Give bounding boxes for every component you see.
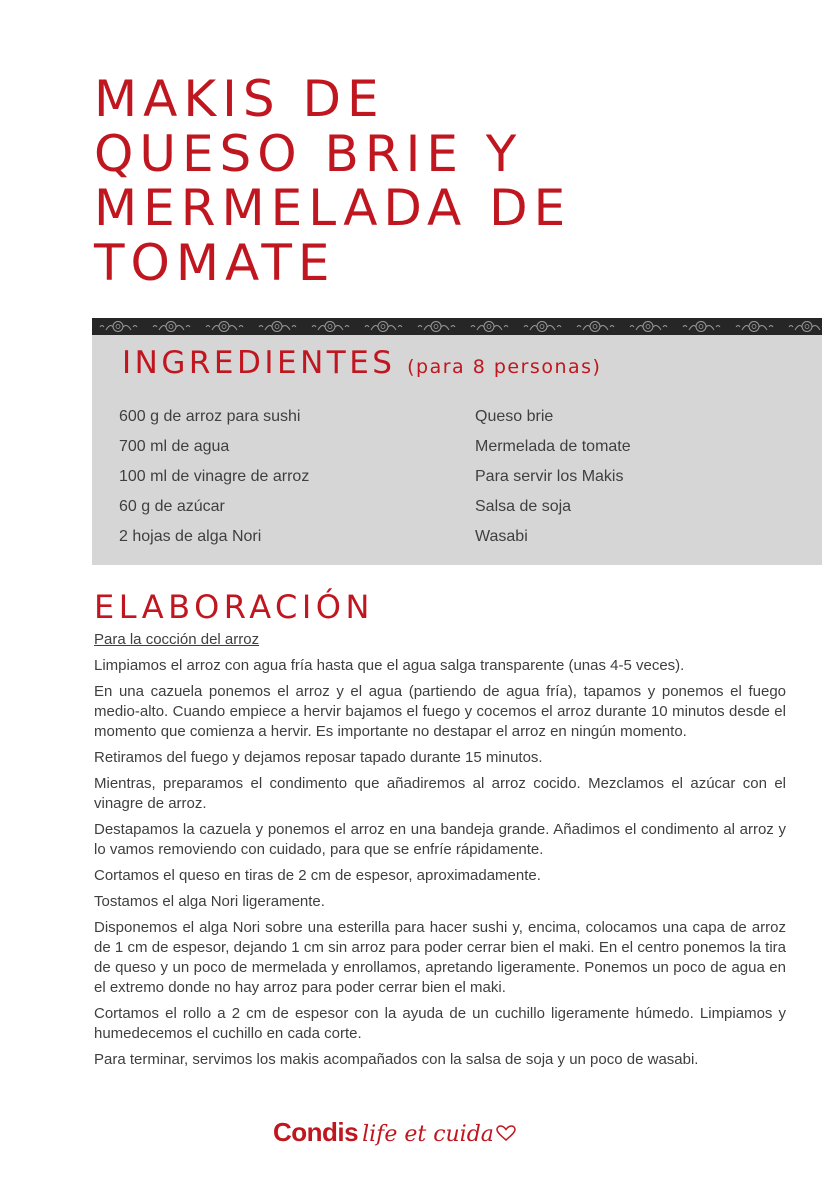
- elaboracion-subheading: Para la cocción del arroz: [94, 631, 260, 648]
- logo-tagline: life et cuida: [362, 1122, 494, 1147]
- flower-ornament-icon: [198, 318, 251, 335]
- logo-brand: Condis: [273, 1117, 359, 1147]
- ingredient-item: Salsa de soja: [475, 498, 572, 515]
- title-line: TOMATE: [94, 233, 336, 292]
- decorative-flower-band: [92, 318, 822, 335]
- flower-ornament-icon: [304, 318, 357, 335]
- condis-logo: [273, 1117, 516, 1148]
- step-paragraph: Tostamos el alga Nori ligeramente.: [94, 893, 325, 910]
- ingredients-list-right: [475, 402, 631, 552]
- ingredient-item: Mermelada de tomate: [475, 438, 631, 455]
- elaboracion-body: [94, 630, 786, 1076]
- flower-ornament-icon: [410, 318, 463, 335]
- ingredient-item: Queso brie: [475, 408, 554, 425]
- heart-icon: [496, 1125, 516, 1141]
- ingredient-item: Wasabi: [475, 528, 528, 545]
- step-paragraph: Disponemos el alga Nori sobre una esterilla para hacer sushi y, encima, colocamos una capa de arroz de 1 cm de espesor, dejando 1 cm sin arroz para poder cerrar bien el maki. En el centro ponemos la tira de queso y un poco de mermelada y enrollamos, apretando ligeramente. Ponemos un poco de agua en el extremo donde no hay arroz para poder cerrar bien el maki.: [94, 919, 786, 996]
- ingredient-item: 100 ml de vinagre de arroz: [119, 468, 310, 485]
- flower-ornament-icon: [728, 318, 781, 335]
- flower-ornament-icon: [675, 318, 728, 335]
- step-paragraph: En una cazuela ponemos el arroz y el agua (partiendo de agua fría), tapamos y ponemos el fuego medio-alto. Cuando empiece a hervir bajamos el fuego y cocemos el arroz durante 10 minutos desde el momento que comienza a hervir. Es importante no destapar el arroz en ningún momento.: [94, 683, 786, 740]
- ingredients-list-left: [119, 402, 309, 552]
- ingredient-item: 2 hojas de alga Nori: [119, 528, 262, 545]
- step-paragraph: Cortamos el queso en tiras de 2 cm de espesor, aproximadamente.: [94, 867, 541, 884]
- ingredient-item: Para servir los Makis: [475, 468, 624, 485]
- ingredient-item: 60 g de azúcar: [119, 498, 225, 515]
- ingredient-item: 600 g de arroz para sushi: [119, 408, 301, 425]
- flower-ornament-icon: [781, 318, 822, 335]
- ingredients-panel: [92, 335, 822, 565]
- step-paragraph: Destapamos la cazuela y ponemos el arroz en una bandeja grande. Añadimos el condimento al arroz y lo vamos removiendo con cuidado, para que se enfríe rápidamente.: [94, 821, 786, 858]
- step-paragraph: Limpiamos el arroz con agua fría hasta que el agua salga transparente (unas 4-5 veces).: [94, 657, 685, 674]
- step-paragraph: Cortamos el rollo a 2 cm de espesor con la ayuda de un cuchillo ligeramente húmedo. Limpiamos y humedecemos el cuchillo en cada corte.: [94, 1005, 786, 1042]
- flower-ornament-icon: [463, 318, 516, 335]
- title-line: MERMELADA DE: [94, 179, 572, 237]
- ingredient-item: 700 ml de agua: [119, 438, 230, 455]
- flower-ornament-icon: [145, 318, 198, 335]
- ingredients-title: INGREDIENTES: [122, 345, 396, 381]
- step-paragraph: Mientras, preparamos el condimento que añadiremos al arroz cocido. Mezclamos el azúcar con el vinagre de arroz.: [94, 775, 786, 812]
- flower-ornament-icon: [357, 318, 410, 335]
- flower-ornament-icon: [569, 318, 622, 335]
- servings-note: (para 8 personas): [407, 356, 602, 378]
- elaboracion-heading: ELABORACIÓN: [94, 588, 374, 626]
- step-paragraph: Retiramos del fuego y dejamos reposar tapado durante 15 minutos.: [94, 749, 543, 766]
- recipe-title: [94, 72, 794, 290]
- flower-ornament-icon: [622, 318, 675, 335]
- title-line: MAKIS DE: [94, 70, 385, 128]
- title-line: QUESO BRIE Y: [94, 124, 523, 183]
- flower-ornament-icon: [516, 318, 569, 335]
- flower-ornament-icon: [251, 318, 304, 335]
- step-paragraph: Para terminar, servimos los makis acompañados con la salsa de soja y un poco de wasabi.: [94, 1051, 699, 1068]
- ingredients-heading: [122, 345, 601, 381]
- flower-ornament-icon: [92, 318, 145, 335]
